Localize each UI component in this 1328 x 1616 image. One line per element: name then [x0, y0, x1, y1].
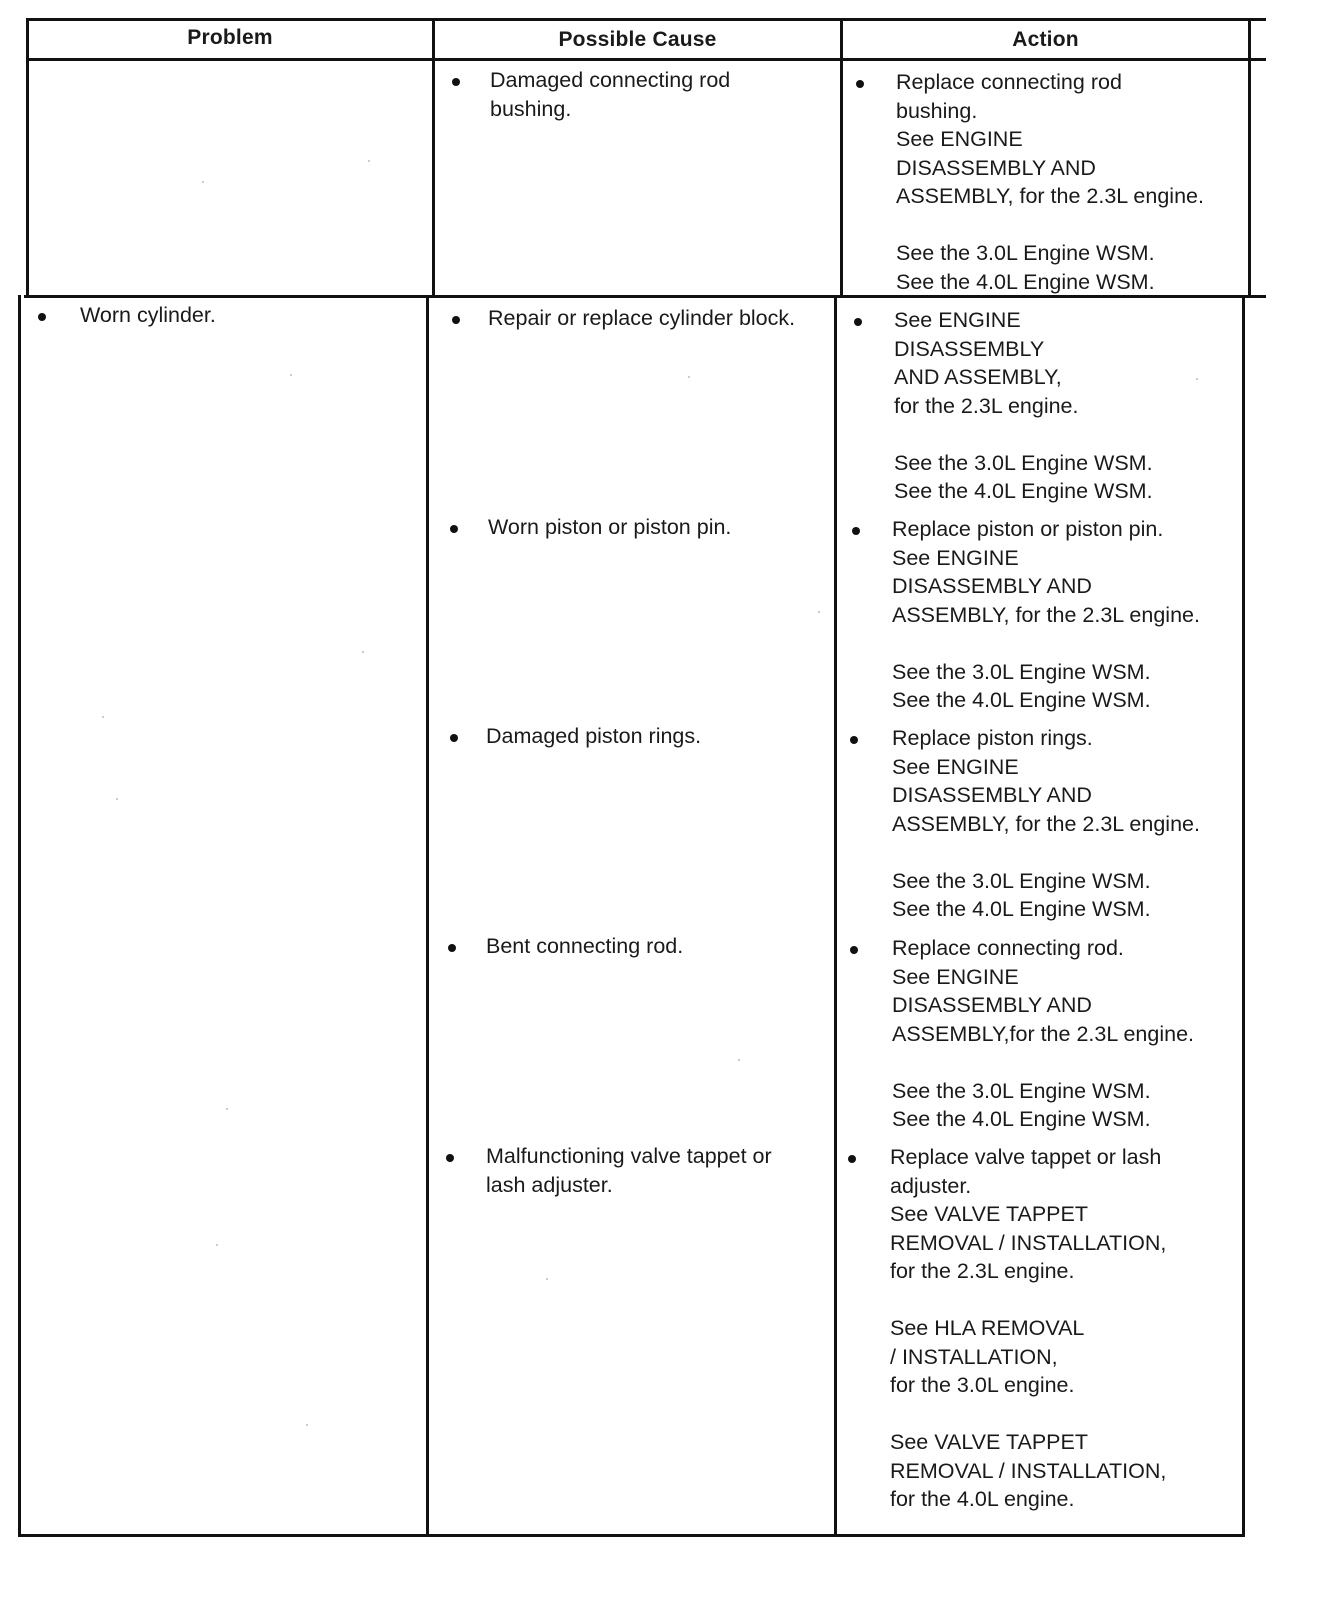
bullet-icon	[450, 734, 458, 742]
troubleshooting-table	[20, 16, 1276, 1576]
bullet-icon	[452, 316, 460, 324]
cause-text: Bent connecting rod.	[486, 934, 684, 958]
scan-speck	[1196, 378, 1198, 380]
column-divider-2-lower	[834, 295, 837, 1537]
action-text: Replace piston or piston pin. See ENGINE DISASSEMBLY AND ASSEMBLY, for the 2.3L engine. See the 3.0L Engine WSM. See the 4.0L Engine WSM.	[892, 517, 1200, 712]
scan-speck	[226, 1108, 228, 1110]
cause-text: Malfunctioning valve tappet or lash adjuster.	[486, 1144, 772, 1197]
scan-speck	[738, 1059, 740, 1061]
cause-text: Damaged connecting rod bushing.	[490, 68, 731, 121]
scan-speck	[362, 651, 364, 653]
header-possible-cause: Possible Cause	[558, 28, 717, 51]
scan-speck	[202, 181, 204, 183]
scan-speck	[818, 611, 820, 613]
table-bottom-border	[18, 1534, 1244, 1537]
scan-speck	[546, 1278, 548, 1280]
scan-speck	[368, 160, 370, 162]
cause-text: Repair or replace cylinder block.	[488, 306, 796, 330]
column-divider-1-lower	[426, 295, 429, 1537]
action-text: Replace valve tappet or lash adjuster. See VALVE TAPPET REMOVAL / INSTALLATION, for the 2.3L engine. See HLA REMOVAL / INSTALLATION, for the 3.0L engine. See VALVE TAPPET REMOVAL / INSTALLATION, for the 4.0L engine.	[890, 1145, 1167, 1511]
action-text: Replace connecting rod bushing. See ENGINE DISASSEMBLY AND ASSEMBLY, for the 2.3L engine. See the 3.0L Engine WSM. See the 4.0L Engine WSM.	[896, 70, 1204, 294]
problem-text: Worn cylinder.	[80, 303, 216, 327]
scan-speck	[102, 716, 104, 718]
table-left-border-lower	[18, 295, 21, 1537]
cause-text: Damaged piston rings.	[486, 724, 702, 748]
bullet-icon	[848, 1155, 856, 1163]
action-text: See ENGINE DISASSEMBLY AND ASSEMBLY, for the 2.3L engine. See the 3.0L Engine WSM. See the 4.0L Engine WSM.	[894, 308, 1153, 503]
action-text: Replace connecting rod. See ENGINE DISASSEMBLY AND ASSEMBLY,for the 2.3L engine. See the 3.0L Engine WSM. See the 4.0L Engine WSM.	[892, 936, 1194, 1131]
bullet-icon	[850, 946, 858, 954]
bullet-icon	[856, 80, 864, 88]
bullet-icon	[854, 318, 862, 326]
scan-speck	[290, 374, 292, 376]
header-action: Action	[1012, 28, 1079, 51]
action-text: Replace piston rings. See ENGINE DISASSEMBLY AND ASSEMBLY, for the 2.3L engine. See the 3.0L Engine WSM. See the 4.0L Engine WSM.	[892, 726, 1200, 921]
scan-speck	[116, 798, 118, 800]
bullet-icon	[446, 1154, 454, 1162]
bullet-icon	[450, 525, 458, 533]
bullet-icon	[852, 527, 860, 535]
scan-speck	[306, 1424, 308, 1426]
cause-text: Worn piston or piston pin.	[488, 515, 732, 539]
bullet-icon	[452, 78, 460, 86]
header-problem: Problem	[187, 26, 273, 49]
bullet-icon	[448, 944, 456, 952]
bullet-icon	[38, 313, 46, 321]
scan-speck	[688, 376, 690, 378]
bullet-icon	[850, 736, 858, 744]
scan-speck	[216, 1244, 218, 1246]
